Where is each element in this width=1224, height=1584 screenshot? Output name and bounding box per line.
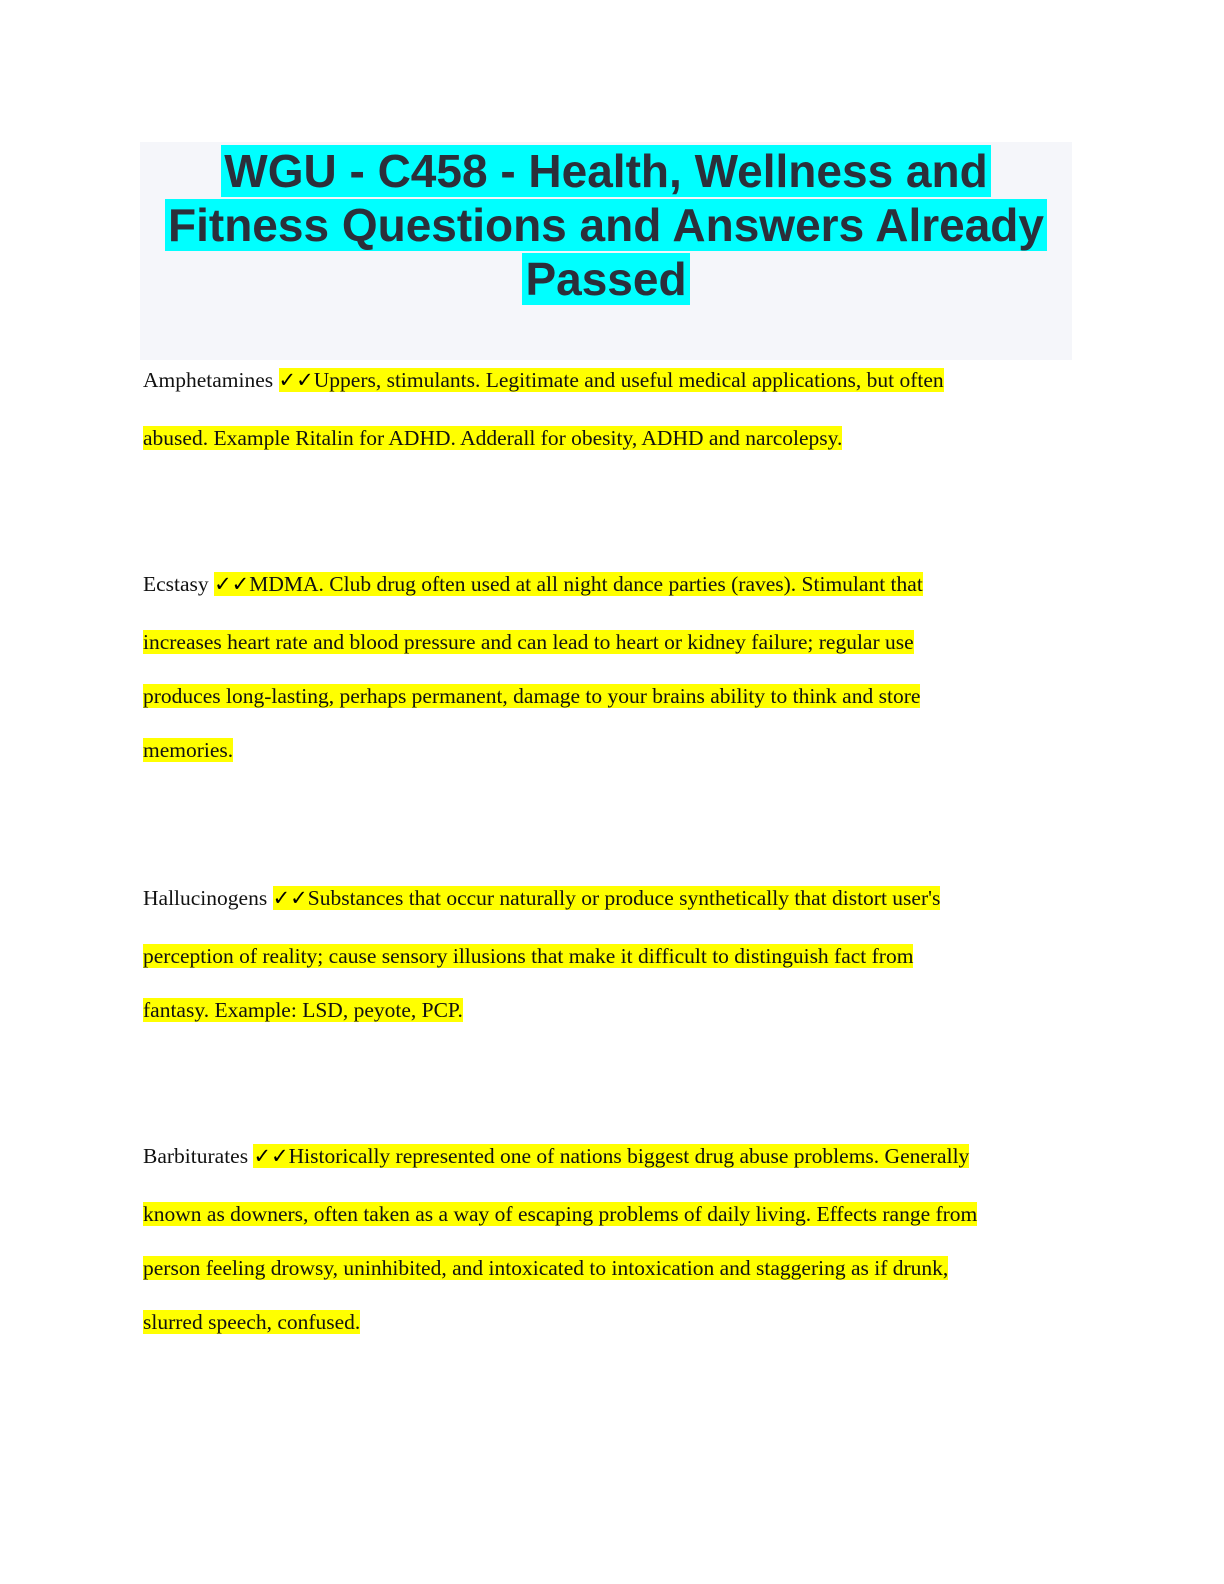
entry-line <box>143 627 1078 681</box>
entry-amphetamines <box>143 365 1078 477</box>
entry-line <box>143 1199 1078 1253</box>
title-line-2: Fitness Questions and Answers Already <box>165 199 1047 251</box>
entry-answer-line: Substances that occur naturally or produce synthetically that distort user's <box>307 886 941 910</box>
entry-line <box>143 735 1078 789</box>
entry-answer-line: Uppers, stimulants. Legitimate and useful medical applications, but often <box>313 368 944 392</box>
entry-line <box>143 365 1078 423</box>
check-mark-icon: ✓✓ <box>214 572 250 596</box>
entry-ecstasy <box>143 569 1078 789</box>
entry-term: Ecstasy <box>143 572 209 596</box>
entry-line <box>143 1307 1078 1361</box>
entry-line <box>143 681 1078 735</box>
check-mark-icon: ✓✓ <box>272 886 308 910</box>
title-line-3: Passed <box>522 253 689 305</box>
title-line-1: WGU - C458 - Health, Wellness and <box>221 145 990 197</box>
entry-line <box>143 995 1078 1049</box>
document-title <box>140 142 1072 306</box>
entry-answer-line: perception of reality; cause sensory illusions that make it difficult to distinguish fact from <box>143 944 914 968</box>
entry-term: Amphetamines <box>143 368 274 392</box>
entry-term: Barbiturates <box>143 1144 249 1168</box>
check-mark-icon: ✓✓ <box>278 368 314 392</box>
entry-answer-line: slurred speech, confused. <box>143 1310 361 1334</box>
entry-answer-line: person feeling drowsy, uninhibited, and intoxicated to intoxication and staggering as if drunk, <box>143 1256 949 1280</box>
entry-barbiturates <box>143 1141 1078 1361</box>
entry-answer-line: Historically represented one of nations biggest drug abuse problems. Generally <box>288 1144 970 1168</box>
entry-answer-line: known as downers, often taken as a way of escaping problems of daily living. Effects range from <box>143 1202 978 1226</box>
entry-line <box>143 941 1078 995</box>
check-mark-icon: ✓✓ <box>253 1144 289 1168</box>
entry-line <box>143 423 1078 477</box>
entry-term: Hallucinogens <box>143 886 268 910</box>
entry-line <box>143 1141 1078 1199</box>
entry-answer-line: memories. <box>143 738 234 762</box>
entry-line <box>143 1253 1078 1307</box>
document-title-block <box>140 142 1072 360</box>
entry-answer-line: fantasy. Example: LSD, peyote, PCP. <box>143 998 463 1022</box>
entry-answer-line: produces long-lasting, perhaps permanent, damage to your brains ability to think and store <box>143 684 921 708</box>
entry-answer-line: increases heart rate and blood pressure and can lead to heart or kidney failure; regular use <box>143 630 914 654</box>
entry-answer-line: MDMA. Club drug often used at all night dance parties (raves). Stimulant that <box>249 572 923 596</box>
entry-line <box>143 569 1078 627</box>
entry-hallucinogens <box>143 883 1078 1049</box>
entry-line <box>143 883 1078 941</box>
entry-answer-line: abused. Example Ritalin for ADHD. Adderall for obesity, ADHD and narcolepsy. <box>143 426 843 450</box>
